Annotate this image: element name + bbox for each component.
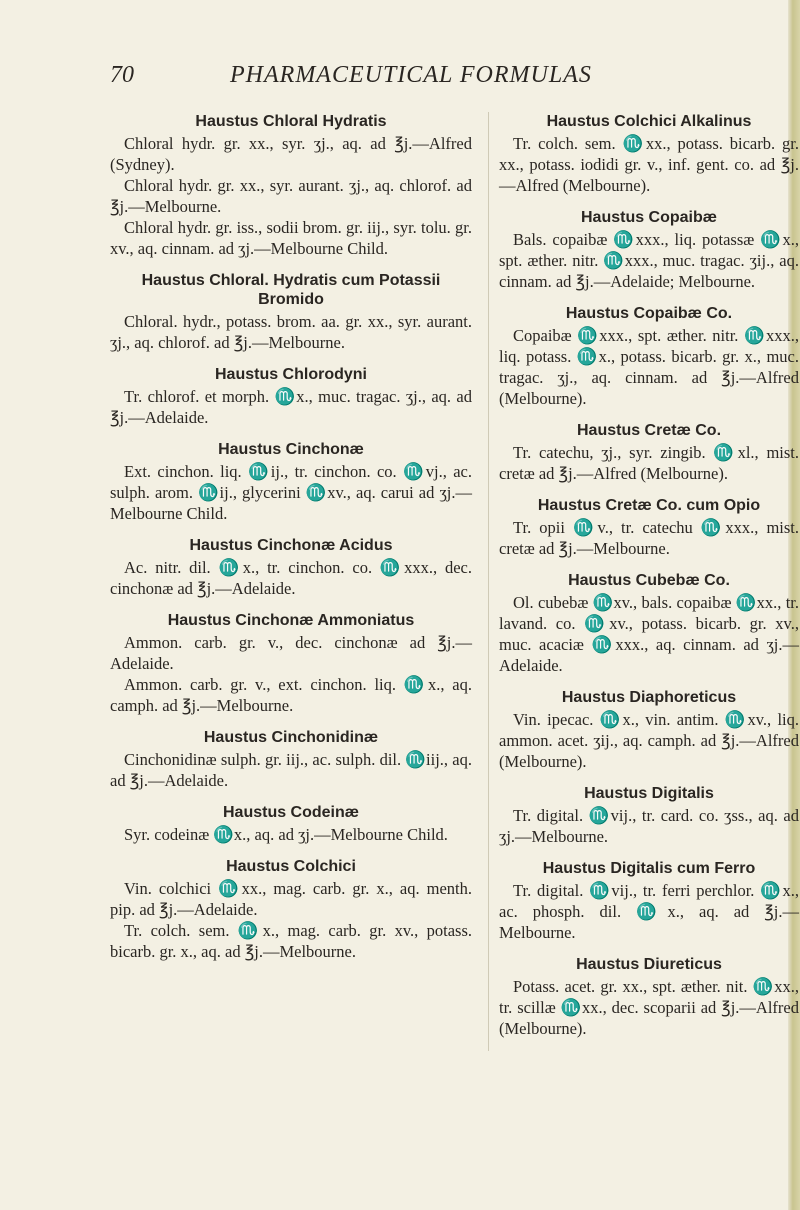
running-head: PHARMACEUTICAL FORMULAS bbox=[230, 62, 592, 88]
formula-title: Haustus Colchici Alkalinus bbox=[546, 113, 752, 130]
formula-title: Haustus Cinchonæ Ammoniatus bbox=[167, 612, 415, 629]
formula-title: Haustus Digitalis cum Ferro bbox=[542, 860, 756, 877]
formula-title: Haustus Codeinæ bbox=[222, 804, 359, 821]
formula-entry bbox=[499, 496, 799, 559]
formula-entry bbox=[499, 571, 799, 676]
formula-text: Tr. chlorof. et morph. ♏x., muc. tragac. ʒj., aq. ad ℥j.—Adelaide. bbox=[110, 387, 472, 427]
formula-entry bbox=[499, 784, 799, 847]
page-number: 70 bbox=[110, 62, 134, 88]
formula-title: Haustus Copaibæ Co. bbox=[565, 305, 733, 322]
formula-text: Tr. digital. ♏vij., tr. ferri perchlor. ♏x., ac. phosph. dil. ♏x., aq. ad ℥j.—Melbourne. bbox=[499, 881, 799, 942]
formula-entry bbox=[499, 859, 799, 943]
formula-title: Haustus Digitalis bbox=[584, 785, 714, 802]
formula-entry bbox=[110, 112, 472, 259]
formula-entry bbox=[110, 611, 472, 716]
formula-text: Chloral hydr. gr. xx., syr. aurant. ʒj., aq. chlorof. ad ℥j.—Melbourne. bbox=[110, 176, 472, 216]
formula-text: Tr. catechu, ʒj., syr. zingib. ♏xl., mist. cretæ ad ℥j.—Alfred (Melbourne). bbox=[499, 443, 799, 483]
formula-text: Ac. nitr. dil. ♏x., tr. cinchon. co. ♏xxx., dec. cinchonæ ad ℥j.—Adelaide. bbox=[110, 558, 472, 598]
formula-text: Vin. ipecac. ♏x., vin. antim. ♏xv., liq. ammon. acet. ʒij., aq. camph. ad ℥j.—Alfred (Melbourne). bbox=[499, 710, 799, 771]
formula-text: Potass. acet. gr. xx., spt. æther. nit. ♏xx., tr. scillæ ♏xx., dec. scoparii ad ℥j.—Alfred (Melbourne). bbox=[499, 977, 799, 1038]
formula-text: Ol. cubebæ ♏xv., bals. copaibæ ♏xx., tr. lavand. co. ♏xv., potass. bicarb. gr. xv., muc. acaciæ ♏xxx., aq. cinnam. ad ʒj.—Adelaide. bbox=[499, 593, 799, 675]
formula-entry bbox=[110, 271, 472, 353]
formula-text: Syr. codeinæ ♏x., aq. ad ʒj.—Melbourne Child. bbox=[124, 825, 448, 844]
formula-entry bbox=[499, 421, 799, 484]
formula-text: Ext. cinchon. liq. ♏ij., tr. cinchon. co. ♏vj., ac. sulph. arom. ♏ij., glycerini ♏xv., aq. carui ad ʒj.—Melbourne Child. bbox=[110, 462, 472, 523]
formula-text: Cinchonidinæ sulph. gr. iij., ac. sulph. dil. ♏iij., aq. ad ℥j.—Adelaide. bbox=[110, 750, 472, 790]
formula-text: Vin. colchici ♏xx., mag. carb. gr. x., aq. menth. pip. ad ℥j.—Adelaide. bbox=[110, 879, 472, 919]
formula-title: Haustus Diureticus bbox=[576, 956, 722, 973]
formula-text: Ammon. carb. gr. v., ext. cinchon. liq. ♏x., aq. camph. ad ℥j.—Melbourne. bbox=[110, 675, 472, 715]
formula-text: Chloral. hydr., potass. brom. aa. gr. xx., syr. aurant. ʒj., aq. chlorof. ad ℥j.—Melbourne. bbox=[110, 312, 472, 352]
formula-text: Tr. opii ♏v., tr. catechu ♏xxx., mist. cretæ ad ℥j.—Melbourne. bbox=[499, 518, 799, 558]
left-column bbox=[110, 112, 472, 974]
formula-text: Tr. colch. sem. ♏xx., potass. bicarb. gr. xx., potass. iodidi gr. v., inf. gent. co. ad ℥j.—Alfred (Melbourne). bbox=[499, 134, 799, 195]
formula-entry bbox=[110, 365, 472, 428]
formula-title: Haustus Colchici bbox=[226, 858, 356, 875]
formula-entry bbox=[110, 803, 472, 845]
formula-title: Haustus Cinchonæ Acidus bbox=[189, 537, 393, 554]
formula-entry bbox=[499, 955, 799, 1039]
formula-text: Chloral hydr. gr. iss., sodii brom. gr. iij., syr. tolu. gr. xv., aq. cinnam. ad ʒj.—Melbourne Child. bbox=[110, 218, 472, 258]
formula-entry bbox=[110, 536, 472, 599]
formula-entry bbox=[110, 440, 472, 524]
formula-text: Chloral hydr. gr. xx., syr. ʒj., aq. ad ℥j.—Alfred (Sydney). bbox=[110, 134, 472, 174]
formula-text: Bals. copaibæ ♏xxx., liq. potassæ ♏x., spt. æther. nitr. ♏xxx., muc. tragac. ʒij., aq. cinnam. ad ℥j.—Adelaide; Melbourne. bbox=[499, 230, 799, 291]
formula-title: Haustus Cinchonæ bbox=[218, 441, 364, 458]
formula-title: Haustus Cretæ Co. cum Opio bbox=[537, 497, 761, 514]
formula-text: Copaibæ ♏xxx., spt. æther. nitr. ♏xxx., liq. potass. ♏x., potass. bicarb. gr. x., muc. tragac. ʒj., aq. cinnam. ad ℥j.—Alfred (Melbourne). bbox=[499, 326, 799, 408]
formula-entry bbox=[499, 112, 799, 196]
formula-title: Haustus Copaibæ bbox=[580, 209, 717, 226]
formula-title: Haustus Chlorodyni bbox=[214, 366, 367, 383]
formula-title: Haustus Cretæ Co. bbox=[576, 422, 722, 439]
formula-title: Haustus Diaphoreticus bbox=[561, 689, 737, 706]
formula-title: Haustus Cubebæ Co. bbox=[568, 572, 730, 589]
right-column bbox=[488, 112, 799, 1051]
formula-title: Haustus Cinchonidinæ bbox=[203, 729, 379, 746]
formula-text: Tr. colch. sem. ♏x., mag. carb. gr. xv., potass. bicarb. gr. x., aq. ad ℥j.—Melbourne. bbox=[110, 921, 472, 961]
formula-title: Haustus Chloral. Hydratis cum Potassii Bromido bbox=[141, 272, 441, 308]
formula-entry bbox=[499, 208, 799, 292]
formula-title: Haustus Chloral Hydratis bbox=[195, 113, 387, 130]
formula-entry bbox=[110, 857, 472, 962]
formula-text: Ammon. carb. gr. v., dec. cinchonæ ad ℥j.—Adelaide. bbox=[110, 633, 472, 673]
formula-entry bbox=[110, 728, 472, 791]
formula-text: Tr. digital. ♏vij., tr. card. co. ʒss., aq. ad ʒj.—Melbourne. bbox=[499, 806, 799, 846]
formula-entry bbox=[499, 688, 799, 772]
formula-entry bbox=[499, 304, 799, 409]
